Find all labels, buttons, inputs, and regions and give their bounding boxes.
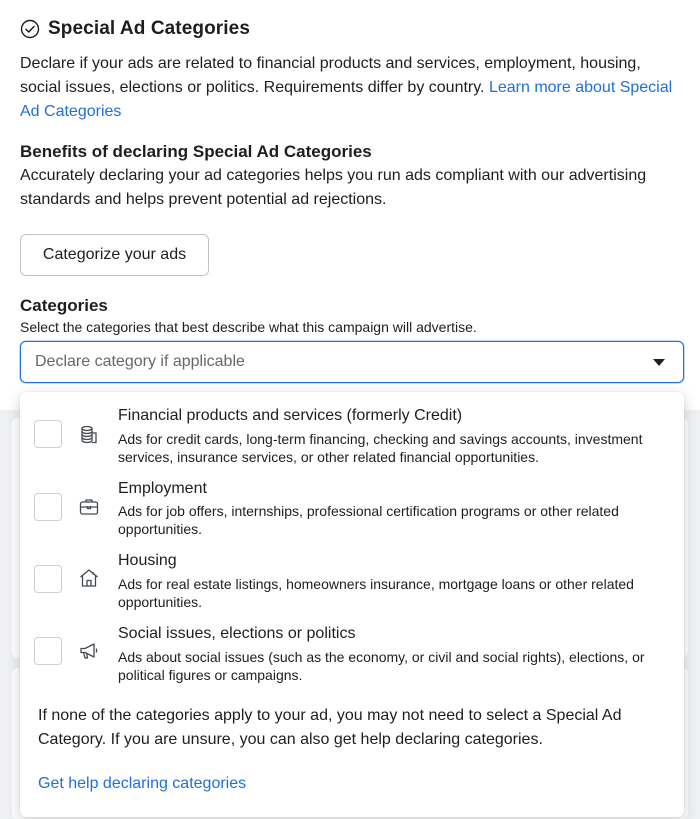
megaphone-icon — [78, 640, 100, 662]
check-circle-icon — [20, 19, 40, 39]
caret-down-icon — [653, 359, 665, 366]
benefits-description: Accurately declaring your ad categories helps you run ads compliant with our advertising standards and helps prevent potential ad rejections. — [20, 167, 647, 208]
option-title: Financial products and services (formerly Credit) — [118, 407, 463, 424]
categories-title: Categories — [20, 296, 108, 315]
checkbox-financial[interactable] — [34, 420, 62, 448]
option-title: Social issues, elections or politics — [118, 625, 356, 642]
categories-subtitle: Select the categories that best describe what this campaign will advertise. — [20, 319, 477, 335]
category-dropdown — [20, 392, 684, 817]
dropdown-footer-note: If none of the categories apply to your ad, you may not need to select a Special Ad Category. If you are unsure, you can also get help declaring categories. — [38, 707, 622, 748]
checkbox-employment[interactable] — [34, 493, 62, 521]
category-select[interactable] — [20, 341, 684, 383]
option-description: Ads about social issues (such as the economy, or civil and social rights), elections, or political figures or campaigns. — [118, 649, 645, 683]
section-header — [20, 18, 250, 40]
categorize-ads-button[interactable]: Categorize your ads — [20, 234, 209, 276]
option-title: Housing — [118, 552, 177, 569]
description-text: Declare if your ads are related to financial products and services, employment, housing, social issues, elections or politics. Requirements differ by country. — [20, 55, 641, 96]
option-description: Ads for real estate listings, homeowners insurance, mortgage loans or other related opportunities. — [118, 576, 634, 610]
section-description — [20, 52, 684, 124]
checkbox-social-issues[interactable] — [34, 637, 62, 665]
house-icon — [78, 567, 100, 589]
coins-icon — [78, 424, 100, 446]
option-description: Ads for credit cards, long-term financing, checking and savings accounts, investment services, insurance services, or other related financial opportunities. — [118, 431, 643, 465]
section-title: Special Ad Categories — [48, 18, 251, 39]
checkbox-housing[interactable] — [34, 565, 62, 593]
benefits-title: Benefits of declaring Special Ad Categories — [20, 142, 372, 161]
option-description: Ads for job offers, internships, professional certification programs or other related opportunities. — [118, 503, 619, 537]
briefcase-icon — [78, 496, 100, 518]
select-placeholder: Declare category if applicable — [35, 353, 245, 370]
get-help-link[interactable]: Get help declaring categories — [38, 775, 247, 792]
learn-more-link[interactable]: Learn more about Special Ad Categories — [20, 79, 673, 120]
option-title: Employment — [118, 480, 207, 497]
